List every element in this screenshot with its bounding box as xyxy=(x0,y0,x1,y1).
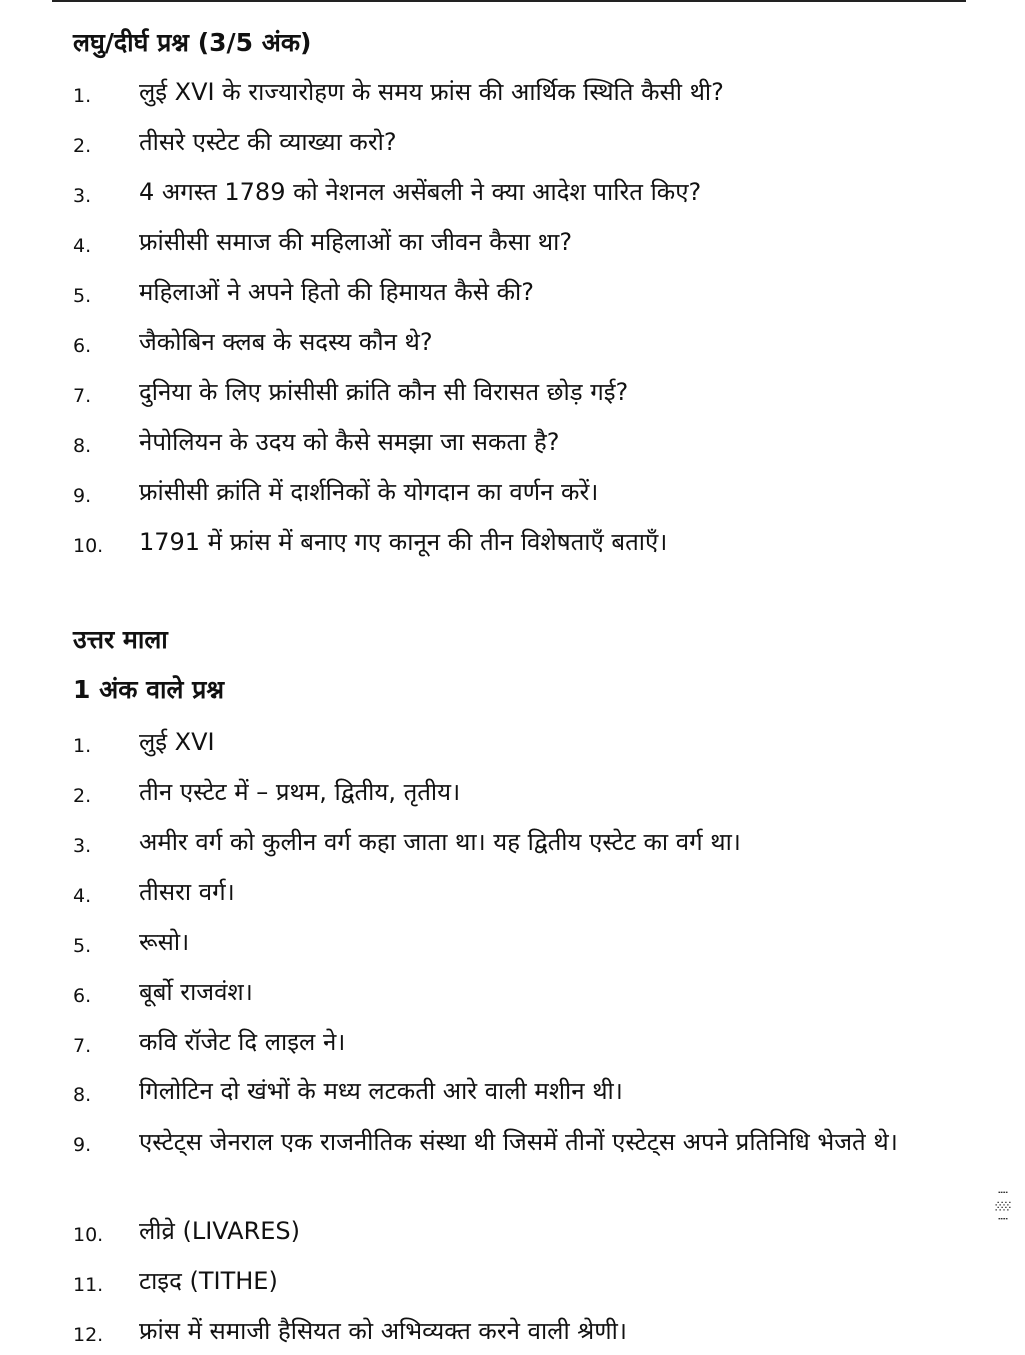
answer-text: लुई XVI xyxy=(139,728,215,756)
answer-number: 3. xyxy=(73,835,92,857)
answer-text: गिलोटिन दो खंभों के मध्य लटकती आरे वाली मशीन थी। xyxy=(139,1077,623,1105)
question-item xyxy=(73,172,953,212)
question-number: 7. xyxy=(73,385,92,407)
answer-number: 2. xyxy=(73,785,92,807)
answer-item xyxy=(73,1311,953,1351)
question-item xyxy=(73,322,953,362)
question-number: 6. xyxy=(73,335,92,357)
answer-item xyxy=(73,972,953,1012)
margin-scan-glyphs: ⁞ ░ ⁞ xyxy=(996,1189,1012,1221)
answer-item xyxy=(73,922,953,962)
question-text: जैकोबिन क्लब के सदस्य कौन थे? xyxy=(139,328,433,356)
answer-text: बूर्बो राजवंश। xyxy=(139,978,253,1006)
answer-number: 10. xyxy=(73,1224,104,1246)
question-item xyxy=(73,372,953,412)
question-item xyxy=(73,522,953,562)
question-item xyxy=(73,222,953,262)
answer-text: कवि रॉजेट दि लाइल ने। xyxy=(139,1028,346,1056)
question-number: 9. xyxy=(73,485,92,507)
margin-scan-mark xyxy=(990,1110,1018,1300)
question-item xyxy=(73,472,953,512)
question-item xyxy=(73,72,953,112)
answer-text: अमीर वर्ग को कुलीन वर्ग कहा जाता था। यह द्वितीय एस्टेट का वर्ग था। xyxy=(139,828,741,856)
answer-text: एस्टेट्स जेनराल एक राजनीतिक संस्था थी जिसमें तीनों एस्टेट्स अपने प्रतिनिधि भेजते थे। xyxy=(139,1128,898,1156)
question-number: 2. xyxy=(73,135,92,157)
question-text: फ्रांसीसी समाज की महिलाओं का जीवन कैसा था? xyxy=(139,228,573,256)
question-text: महिलाओं ने अपने हितो की हिमायत कैसे की? xyxy=(139,278,535,306)
question-text: नेपोलियन के उदय को कैसे समझा जा सकता है? xyxy=(139,428,560,456)
answer-number: 12. xyxy=(73,1324,104,1346)
answer-text: तीन एस्टेट में – प्रथम, द्वितीय, तृतीय। xyxy=(139,778,461,806)
question-number: 5. xyxy=(73,285,92,307)
question-text: तीसरे एस्टेट की व्याख्या करो? xyxy=(139,128,397,156)
question-number: 1. xyxy=(73,85,92,107)
answer-number: 1. xyxy=(73,735,92,757)
answer-item xyxy=(73,872,953,912)
question-text: दुनिया के लिए फ्रांसीसी क्रांति कौन सी विरासत छोड़ गई? xyxy=(139,378,629,406)
question-number: 10. xyxy=(73,535,104,557)
question-text: 4 अगस्त 1789 को नेशनल असेंबली ने क्या आदेश पारित किए? xyxy=(139,178,702,206)
answer-item xyxy=(73,1211,953,1251)
answer-text: फ्रांस में समाजी हैसियत को अभिव्यक्त करने वाली श्रेणी। xyxy=(139,1317,627,1345)
section-heading-answer-key: उत्तर माला xyxy=(73,625,168,654)
answer-number: 9. xyxy=(73,1134,92,1156)
question-item xyxy=(73,422,953,462)
answer-text: तीसरा वर्ग। xyxy=(139,878,235,906)
answer-number: 6. xyxy=(73,985,92,1007)
question-text: फ्रांसीसी क्रांति में दार्शनिकों के योगदान का वर्णन करें। xyxy=(139,478,599,506)
answer-number: 5. xyxy=(73,935,92,957)
subheading-one-mark-questions: 1 अंक वाले प्रश्न xyxy=(73,675,225,704)
question-item xyxy=(73,122,953,162)
answer-item xyxy=(73,822,953,862)
answer-text: रूसो। xyxy=(139,928,190,956)
answer-item xyxy=(73,1261,953,1301)
question-item xyxy=(73,272,953,312)
answer-number: 4. xyxy=(73,885,92,907)
section-heading-short-long-questions: लघु/दीर्घ प्रश्न (3/5 अंक) xyxy=(73,28,312,57)
answer-text: टाइद (TITHE) xyxy=(139,1267,278,1295)
question-text: लुई XVI के राज्यारोहण के समय फ्रांस की आर्थिक स्थिति कैसी थी? xyxy=(139,78,724,106)
answer-number: 7. xyxy=(73,1035,92,1057)
question-number: 8. xyxy=(73,435,92,457)
answer-number: 8. xyxy=(73,1084,92,1106)
answer-text: लीव्रे (LIVARES) xyxy=(139,1217,301,1245)
question-number: 3. xyxy=(73,185,92,207)
answer-item xyxy=(73,1121,953,1163)
answer-number: 11. xyxy=(73,1274,104,1296)
answer-item xyxy=(73,1071,953,1111)
answer-item xyxy=(73,722,953,762)
question-text: 1791 में फ्रांस में बनाए गए कानून की तीन विशेषताएँ बताएँ। xyxy=(139,528,668,556)
question-number: 4. xyxy=(73,235,92,257)
answer-item xyxy=(73,1022,953,1062)
answer-item xyxy=(73,772,953,812)
top-rule xyxy=(52,0,966,2)
